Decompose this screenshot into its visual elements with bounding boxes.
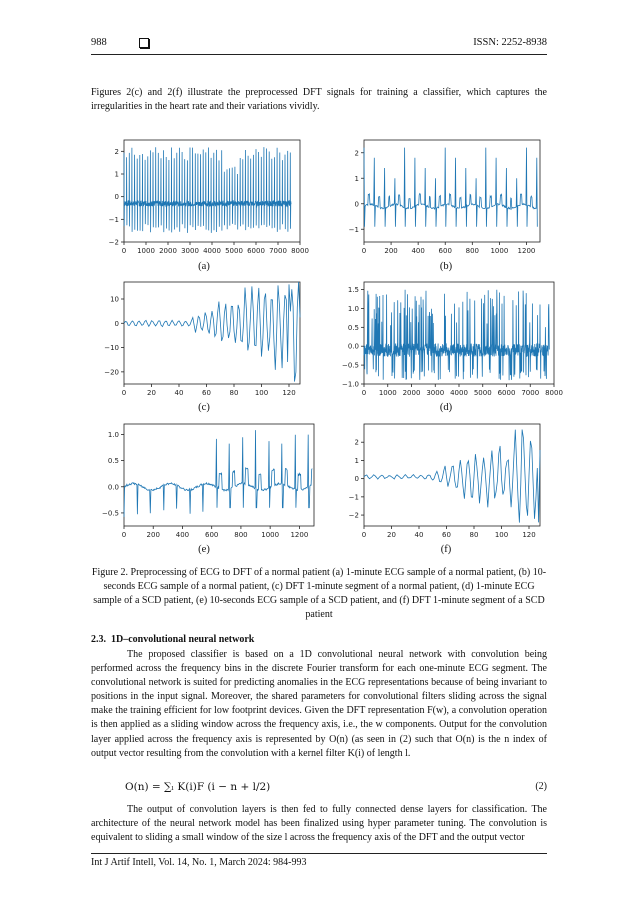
y-tick-label: −1 [348, 493, 359, 502]
figure-panel-a [98, 136, 313, 261]
chart-a [98, 136, 313, 261]
figure-caption: Figure 2. Preprocessing of ECG to DFT of a normal patient (a) 1-minute ECG sample of a normal patient, (b) 10-seconds ECG sample of a normal patient, (c) DFT 1-minute segment of a normal patient, (d) 1-minute ECG sample of a SCD patient, (e) 10-seconds ECG sample of a SCD patient, and (f) DFT 1-minute segment of a SCD patient [91, 567, 547, 621]
footer: Int J Artif Intell, Vol. 14, No. 1, March 2024: 984-993 [91, 857, 307, 868]
signal-line [124, 147, 291, 233]
x-tick-label: 20 [147, 389, 156, 397]
signal-line [364, 148, 537, 227]
x-tick-label: 100 [494, 531, 509, 539]
y-tick-label: 2 [354, 149, 359, 158]
panel-label-b: (b) [439, 261, 453, 272]
x-tick-label: 1000 [137, 247, 155, 255]
x-tick-label: 400 [175, 531, 190, 539]
y-tick-label: 1.0 [107, 430, 119, 439]
figure-panel-e [98, 420, 328, 545]
x-tick-label: 120 [282, 389, 296, 397]
x-tick-label: 200 [146, 531, 160, 539]
x-tick-label: 0 [121, 247, 127, 255]
x-tick-label: 600 [205, 531, 219, 539]
y-tick-label: 10 [110, 295, 119, 304]
x-tick-label: 0 [121, 531, 127, 539]
x-tick-label: 1000 [261, 531, 280, 539]
figure-panel-f [338, 420, 553, 545]
figure-panel-b [338, 136, 553, 261]
x-tick-label: 7000 [269, 247, 287, 255]
y-tick-label: −2 [108, 238, 119, 247]
x-tick-label: 80 [229, 389, 239, 397]
figure-panel-c [98, 278, 313, 403]
y-tick-label: 0 [354, 200, 359, 209]
panel-label-f: (f) [440, 544, 452, 555]
x-tick-label: 0 [361, 247, 367, 255]
y-tick-label: 1 [354, 174, 359, 183]
x-tick-label: 60 [202, 389, 211, 397]
x-tick-label: 120 [522, 531, 536, 539]
y-tick-label: 1.0 [347, 304, 359, 313]
x-tick-label: 200 [384, 247, 398, 255]
equation-number: (2) [535, 781, 547, 792]
x-tick-label: 20 [387, 531, 396, 539]
x-tick-label: 800 [465, 247, 479, 255]
y-tick-label: 1 [114, 170, 119, 179]
issn: ISSN: 2252-8938 [473, 37, 547, 48]
x-tick-label: 4000 [450, 389, 468, 397]
y-tick-label: 2 [114, 147, 119, 156]
x-tick-label: 40 [414, 531, 424, 539]
x-tick-label: 8000 [545, 389, 563, 397]
y-tick-label: −2 [348, 511, 359, 520]
x-tick-label: 400 [411, 247, 425, 255]
x-tick-label: 4000 [203, 247, 221, 255]
y-tick-label: −1.0 [342, 380, 359, 389]
x-tick-label: 100 [254, 389, 269, 397]
intro-paragraph: Figures 2(c) and 2(f) illustrate the preprocessed DFT signals for training a classifier, which captures the irregularities in the heart rate and their variations vividly. [91, 87, 547, 113]
panel-label-a: (a) [198, 261, 210, 272]
chart-d [338, 278, 568, 403]
x-tick-label: 1000 [490, 247, 509, 255]
x-tick-label: 0 [361, 389, 367, 397]
x-tick-label: 0 [121, 389, 127, 397]
x-tick-label: 2000 [159, 247, 177, 255]
footer-rule [91, 853, 547, 854]
figure-panel-d [338, 278, 568, 403]
section-heading [91, 634, 254, 645]
y-tick-label: 0.5 [347, 323, 359, 332]
x-tick-label: 60 [442, 531, 451, 539]
x-tick-label: 2000 [402, 389, 421, 397]
panel-label-e: (e) [198, 544, 210, 555]
y-tick-label: 0 [354, 475, 359, 484]
x-tick-label: 1000 [378, 389, 397, 397]
body-paragraph-2: The output of convolution layers is then fed to fully connected dense layers for classification. The architecture of the neural network model has been finalized using hyper parameter tuning. The convolution is equivalent to sliding a small window of the size l across the frequency axis of the DFT and the output vector [91, 804, 547, 844]
x-tick-label: 600 [438, 247, 452, 255]
chart-e [98, 420, 328, 545]
y-tick-label: −1 [108, 215, 119, 224]
x-tick-label: 5000 [473, 389, 492, 397]
chart-f [338, 420, 553, 545]
plot-frame [364, 424, 540, 526]
chart-b [338, 136, 553, 261]
y-tick-label: 1 [354, 456, 359, 465]
signal-line [124, 282, 300, 382]
x-tick-label: 7000 [521, 389, 540, 397]
y-tick-label: 0.5 [107, 457, 119, 466]
x-tick-label: 800 [234, 531, 248, 539]
panel-label-d: (d) [439, 402, 453, 413]
x-tick-label: 1200 [517, 247, 536, 255]
signal-line [364, 290, 549, 380]
section-number: 2.3. [91, 634, 106, 645]
y-tick-label: 0 [114, 319, 119, 328]
x-tick-label: 3000 [181, 247, 199, 255]
chart-c [98, 278, 313, 403]
plot-frame [364, 140, 540, 242]
page-number: 988 [91, 37, 107, 48]
signal-line [124, 430, 312, 517]
panel-label-c: (c) [198, 402, 210, 413]
square-icon [139, 38, 149, 48]
header-rule [91, 54, 547, 55]
x-tick-label: 0 [361, 531, 367, 539]
x-tick-label: 6000 [497, 389, 516, 397]
y-tick-label: 2 [354, 438, 359, 447]
y-tick-label: 1.5 [347, 286, 359, 295]
y-tick-label: −0.5 [342, 361, 359, 370]
x-tick-label: 1200 [290, 531, 309, 539]
x-tick-label: 6000 [247, 247, 265, 255]
equation: O(n) = ∑ₗ K(i)F (i − n + l/2) [125, 781, 271, 793]
x-tick-label: 80 [469, 531, 479, 539]
body-paragraph-1: The proposed classifier is based on a 1D convolutional neural network with convolution being performed across the frequency bins in the discrete Fourier transform for each one-minute ECG segment. The convolutional network is suited for predicting anomalies in the ECG representations because of being invariant to positions in the input signal. Moreover, the shared parameters for convolutional filters sliding across the signal make the training efficient for low footprint devices. Given the DFT representation F(w), a convolution operation is then applied as a sliding window across the frequency axis, i.e., the w components. Output for the convolution layer applied across the frequency axis is represented by O(n) (as seen in (2) such that O(n) is the n index of output vector resulting from the convolution with a kernel filter K(i) of length l. [91, 649, 547, 759]
x-tick-label: 40 [174, 389, 184, 397]
y-tick-label: 0.0 [107, 483, 119, 492]
signal-line [364, 430, 540, 523]
section-title: 1D–convolutional neural network [111, 634, 255, 645]
y-tick-label: −10 [104, 344, 119, 353]
x-tick-label: 3000 [426, 389, 445, 397]
x-tick-label: 5000 [225, 247, 243, 255]
y-tick-label: −0.5 [102, 509, 119, 518]
y-tick-label: 0 [114, 193, 119, 202]
y-tick-label: −1 [348, 225, 359, 234]
y-tick-label: −20 [104, 368, 119, 377]
y-tick-label: 0.0 [347, 342, 359, 351]
x-tick-label: 8000 [291, 247, 309, 255]
